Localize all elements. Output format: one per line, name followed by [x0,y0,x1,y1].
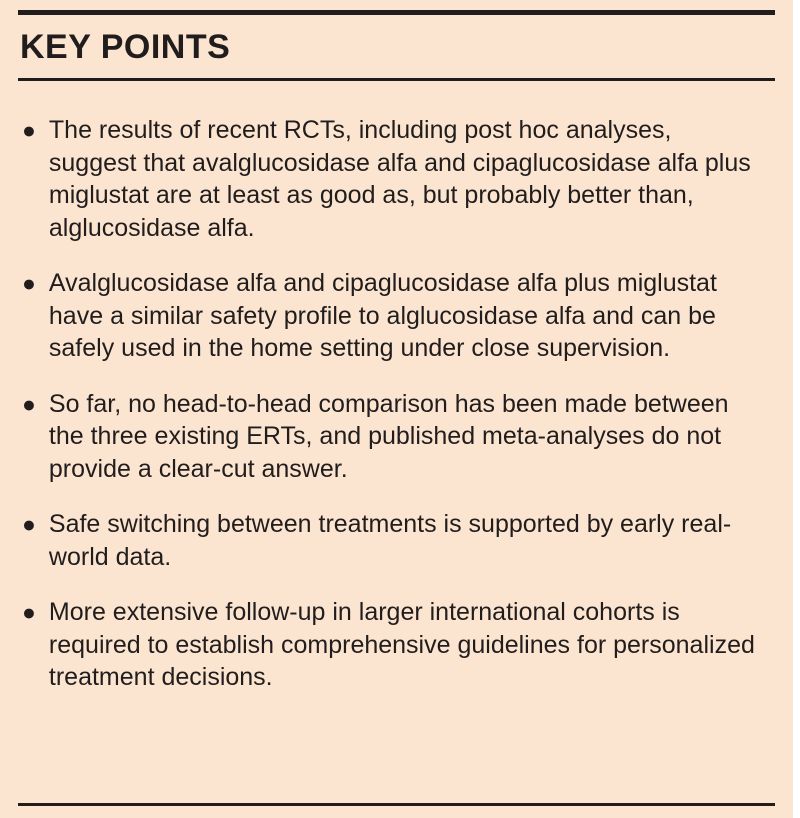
bottom-rule [18,803,775,806]
key-points-list [18,114,775,717]
key-point-item [18,114,758,244]
key-point-text: The results of recent RCTs, including post hoc analyses, suggest that avalglucosidase alfa and cipaglucosidase alfa plus miglustat are at least as good as, but probably better than, alglucosidase alfa. [48,116,751,242]
key-points-title: KEY POINTS [20,28,231,66]
bullet-icon: ● [22,390,36,417]
bullet-icon: ● [22,511,36,537]
top-rule [18,10,775,15]
bullet-icon: ● [22,270,36,296]
key-point-text: So far, no head-to-head comparison has been made between the three existing ERTs, and published meta-analyses do not provide a clear-cut answer. [48,389,729,483]
key-point-item [18,508,758,573]
key-point-text: Avalglucosidase alfa and cipaglucosidase alfa plus miglustat have a similar safety profile to alglucosidase alfa and can be safely used in the home setting under close supervision. [48,269,717,362]
bullet-icon: ● [22,599,36,625]
title-rule [18,78,775,81]
bullet-icon: ● [22,117,36,143]
key-point-item [18,596,758,694]
key-point-text: More extensive follow-up in larger international cohorts is required to establish comprehensive guidelines for personalized treatment decisions. [48,598,755,691]
key-point-item [18,267,758,365]
key-point-item [18,388,758,486]
key-point-text: Safe switching between treatments is supported by early real-world data. [48,510,732,571]
